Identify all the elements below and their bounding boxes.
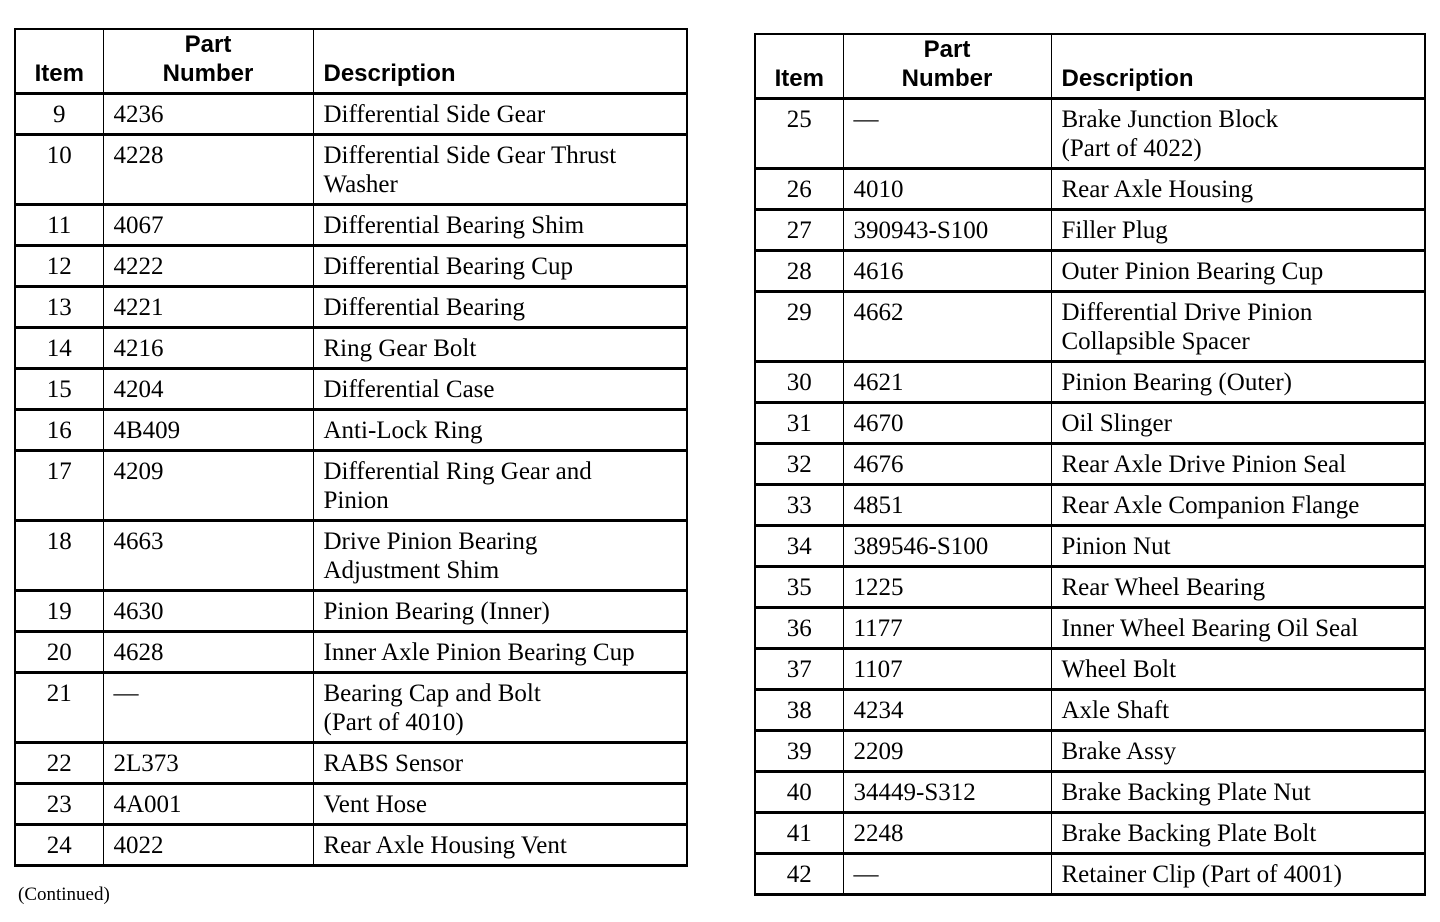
table-row xyxy=(755,854,1425,895)
table-row xyxy=(755,251,1425,292)
description-cell: Differential Drive Pinion Collapsible Spacer xyxy=(1051,292,1425,362)
table-row xyxy=(15,521,687,591)
description-cell: Pinion Nut xyxy=(1051,526,1425,567)
table-row xyxy=(755,690,1425,731)
part-number-cell: 4663 xyxy=(103,521,313,591)
table-row xyxy=(15,784,687,825)
item-number-cell: 32 xyxy=(755,444,843,485)
description-cell: Rear Axle Drive Pinion Seal xyxy=(1051,444,1425,485)
part-number-cell: 4022 xyxy=(103,825,313,866)
table-row xyxy=(15,591,687,632)
part-number-cell: 4221 xyxy=(103,287,313,328)
table-row xyxy=(15,246,687,287)
table-row xyxy=(755,731,1425,772)
table-row xyxy=(15,451,687,521)
description-header: Description xyxy=(313,29,687,94)
table-row xyxy=(15,287,687,328)
item-number-cell: 39 xyxy=(755,731,843,772)
item-number-cell: 21 xyxy=(15,673,103,743)
part-number-cell: 4236 xyxy=(103,94,313,135)
table-row xyxy=(15,369,687,410)
part-number-cell: 4209 xyxy=(103,451,313,521)
part-number-cell: 4216 xyxy=(103,328,313,369)
item-number-cell: 30 xyxy=(755,362,843,403)
table-row xyxy=(755,99,1425,169)
description-cell: Oil Slinger xyxy=(1051,403,1425,444)
item-number-cell: 26 xyxy=(755,169,843,210)
table-row xyxy=(755,649,1425,690)
description-cell: Wheel Bolt xyxy=(1051,649,1425,690)
description-cell: Anti-Lock Ring xyxy=(313,410,687,451)
item-number-cell: 17 xyxy=(15,451,103,521)
parts-table-left-body xyxy=(15,94,687,866)
item-number-cell: 23 xyxy=(15,784,103,825)
part-number-cell: 4204 xyxy=(103,369,313,410)
description-cell: Differential Case xyxy=(313,369,687,410)
table-row xyxy=(15,328,687,369)
description-cell: Differential Bearing Cup xyxy=(313,246,687,287)
description-header: Description xyxy=(1051,34,1425,99)
part-number-cell: — xyxy=(103,673,313,743)
description-cell: Drive Pinion Bearing Adjustment Shim xyxy=(313,521,687,591)
description-cell: Differential Bearing xyxy=(313,287,687,328)
item-number-cell: 31 xyxy=(755,403,843,444)
table-row xyxy=(755,813,1425,854)
item-number-cell: 20 xyxy=(15,632,103,673)
part-number-cell: 2L373 xyxy=(103,743,313,784)
description-cell: Retainer Clip (Part of 4001) xyxy=(1051,854,1425,895)
parts-table-right xyxy=(754,33,1426,896)
item-number-cell: 11 xyxy=(15,205,103,246)
item-number-cell: 42 xyxy=(755,854,843,895)
part-number-header: Part Number xyxy=(103,29,313,94)
parts-table-left xyxy=(14,28,688,867)
item-number-cell: 38 xyxy=(755,690,843,731)
part-number-cell: 1107 xyxy=(843,649,1051,690)
part-number-cell: 1225 xyxy=(843,567,1051,608)
table-row xyxy=(755,210,1425,251)
part-number-cell: 34449-S312 xyxy=(843,772,1051,813)
table-row xyxy=(15,410,687,451)
table-row xyxy=(755,169,1425,210)
table-row xyxy=(755,772,1425,813)
description-cell: Differential Ring Gear and Pinion xyxy=(313,451,687,521)
description-cell: Vent Hose xyxy=(313,784,687,825)
part-number-cell: 4670 xyxy=(843,403,1051,444)
item-number-cell: 28 xyxy=(755,251,843,292)
part-number-cell: 4067 xyxy=(103,205,313,246)
part-number-cell: 4228 xyxy=(103,135,313,205)
item-number-cell: 13 xyxy=(15,287,103,328)
table-header-row xyxy=(755,34,1425,99)
table-header-row xyxy=(15,29,687,94)
item-number-cell: 41 xyxy=(755,813,843,854)
description-cell: Brake Backing Plate Bolt xyxy=(1051,813,1425,854)
description-cell: Differential Bearing Shim xyxy=(313,205,687,246)
table-row xyxy=(15,135,687,205)
description-cell: Brake Junction Block (Part of 4022) xyxy=(1051,99,1425,169)
part-number-cell: 4616 xyxy=(843,251,1051,292)
description-cell: RABS Sensor xyxy=(313,743,687,784)
table-row xyxy=(15,825,687,866)
table-row xyxy=(755,292,1425,362)
table-row xyxy=(15,205,687,246)
part-number-cell: 389546-S100 xyxy=(843,526,1051,567)
part-number-cell: — xyxy=(843,99,1051,169)
item-number-cell: 37 xyxy=(755,649,843,690)
table-row xyxy=(755,485,1425,526)
part-number-cell: 1177 xyxy=(843,608,1051,649)
table-row xyxy=(755,567,1425,608)
table-row xyxy=(755,608,1425,649)
description-cell: Filler Plug xyxy=(1051,210,1425,251)
part-number-cell: 4851 xyxy=(843,485,1051,526)
description-cell: Pinion Bearing (Inner) xyxy=(313,591,687,632)
table-row xyxy=(15,632,687,673)
part-number-cell: 4676 xyxy=(843,444,1051,485)
description-cell: Inner Wheel Bearing Oil Seal xyxy=(1051,608,1425,649)
part-number-cell: 4662 xyxy=(843,292,1051,362)
table-row xyxy=(755,362,1425,403)
item-number-cell: 24 xyxy=(15,825,103,866)
item-number-cell: 10 xyxy=(15,135,103,205)
item-number-cell: 40 xyxy=(755,772,843,813)
item-number-cell: 15 xyxy=(15,369,103,410)
part-number-header: Part Number xyxy=(843,34,1051,99)
continued-note: (Continued) xyxy=(18,884,110,905)
item-number-cell: 18 xyxy=(15,521,103,591)
item-number-cell: 33 xyxy=(755,485,843,526)
table-row xyxy=(15,94,687,135)
table-row xyxy=(15,673,687,743)
item-number-cell: 35 xyxy=(755,567,843,608)
item-number-cell: 16 xyxy=(15,410,103,451)
part-number-cell: 4621 xyxy=(843,362,1051,403)
item-header: Item xyxy=(15,29,103,94)
description-cell: Rear Axle Companion Flange xyxy=(1051,485,1425,526)
description-cell: Pinion Bearing (Outer) xyxy=(1051,362,1425,403)
part-number-cell: 4628 xyxy=(103,632,313,673)
parts-table-right-body xyxy=(755,99,1425,895)
part-number-cell: — xyxy=(843,854,1051,895)
table-row xyxy=(15,743,687,784)
part-number-cell: 4222 xyxy=(103,246,313,287)
table-row xyxy=(755,444,1425,485)
description-cell: Axle Shaft xyxy=(1051,690,1425,731)
part-number-cell: 2209 xyxy=(843,731,1051,772)
item-number-cell: 19 xyxy=(15,591,103,632)
item-number-cell: 34 xyxy=(755,526,843,567)
description-cell: Rear Axle Housing xyxy=(1051,169,1425,210)
item-number-cell: 29 xyxy=(755,292,843,362)
item-number-cell: 9 xyxy=(15,94,103,135)
description-cell: Brake Backing Plate Nut xyxy=(1051,772,1425,813)
part-number-cell: 2248 xyxy=(843,813,1051,854)
part-number-cell: 390943-S100 xyxy=(843,210,1051,251)
description-cell: Inner Axle Pinion Bearing Cup xyxy=(313,632,687,673)
table-row xyxy=(755,526,1425,567)
description-cell: Differential Side Gear Thrust Washer xyxy=(313,135,687,205)
description-cell: Outer Pinion Bearing Cup xyxy=(1051,251,1425,292)
item-number-cell: 22 xyxy=(15,743,103,784)
table-row xyxy=(755,403,1425,444)
description-cell: Rear Wheel Bearing xyxy=(1051,567,1425,608)
item-number-cell: 12 xyxy=(15,246,103,287)
description-cell: Brake Assy xyxy=(1051,731,1425,772)
item-number-cell: 27 xyxy=(755,210,843,251)
part-number-cell: 4A001 xyxy=(103,784,313,825)
description-cell: Ring Gear Bolt xyxy=(313,328,687,369)
description-cell: Bearing Cap and Bolt (Part of 4010) xyxy=(313,673,687,743)
part-number-cell: 4630 xyxy=(103,591,313,632)
item-number-cell: 14 xyxy=(15,328,103,369)
item-number-cell: 25 xyxy=(755,99,843,169)
description-cell: Differential Side Gear xyxy=(313,94,687,135)
part-number-cell: 4010 xyxy=(843,169,1051,210)
description-cell: Rear Axle Housing Vent xyxy=(313,825,687,866)
part-number-cell: 4234 xyxy=(843,690,1051,731)
item-number-cell: 36 xyxy=(755,608,843,649)
part-number-cell: 4B409 xyxy=(103,410,313,451)
item-header: Item xyxy=(755,34,843,99)
